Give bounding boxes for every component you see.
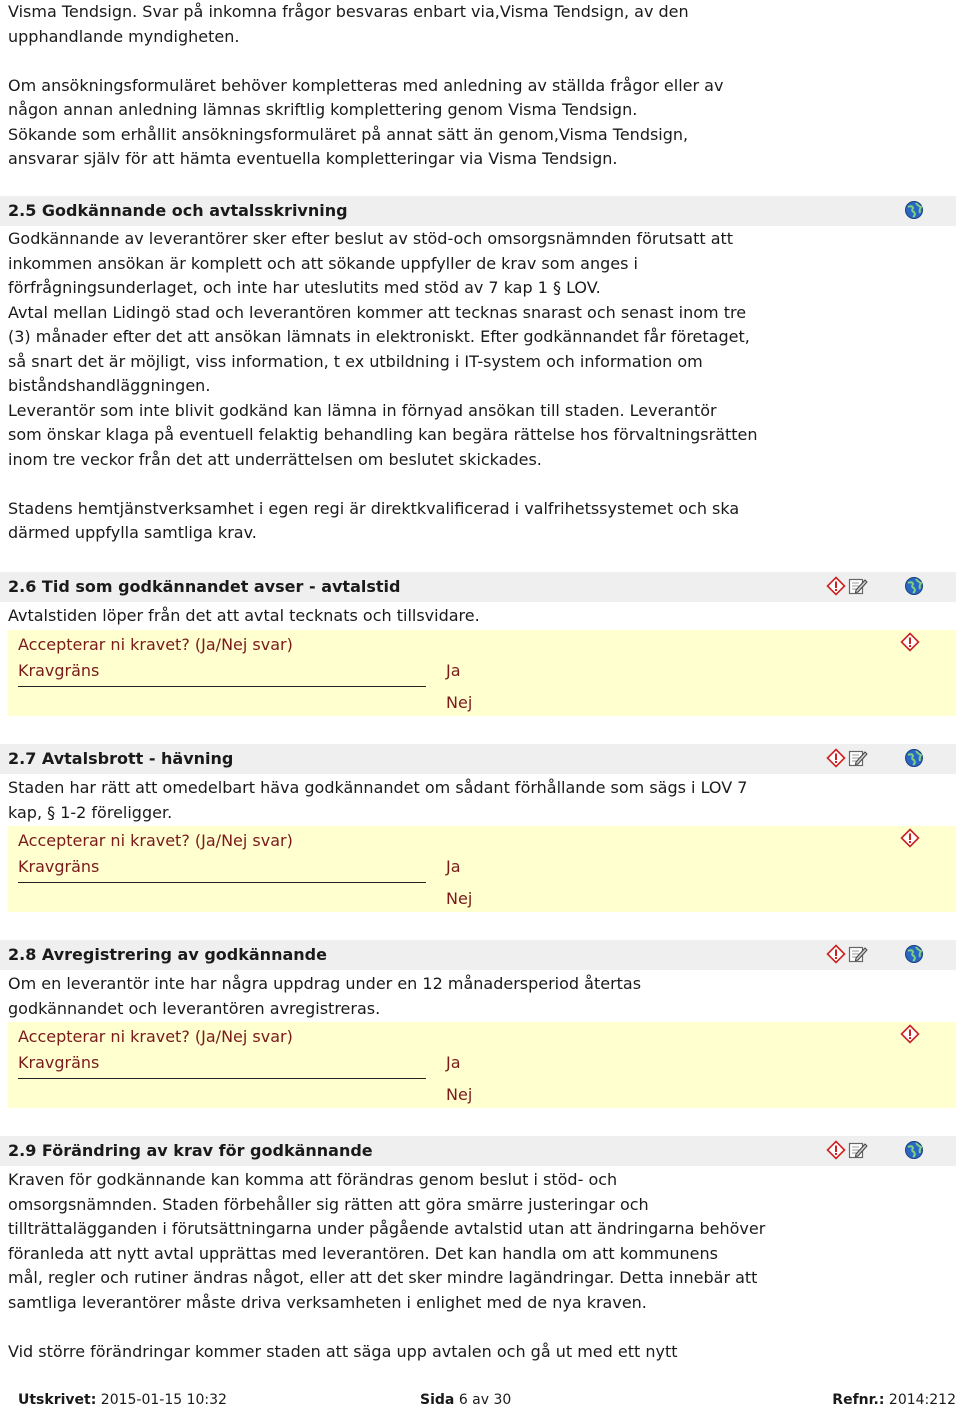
intro-line: Visma Tendsign. Svar på inkomna frågor besvaras enbart via,Visma Tendsign, av den (8, 2, 689, 21)
answer-yes[interactable]: Ja (446, 857, 461, 876)
warning-icon[interactable] (826, 748, 846, 768)
body-line: Staden har rätt att omedelbart häva godkännandet om sådant förhållande som sägs i LOV 7 (8, 778, 748, 797)
body-line: Kraven för godkännande kan komma att förändras genom beslut i stöd- och (8, 1170, 618, 1189)
body-line: biståndshandläggningen. (8, 376, 211, 395)
footer-printed-label: Utskrivet: (18, 1392, 97, 1408)
footer-ref (832, 1391, 956, 1409)
edit-icon[interactable] (848, 1140, 868, 1160)
body-line: kap, § 1-2 föreligger. (8, 802, 173, 822)
intro-line: någon annan anledning lämnas skriftlig komplettering genom Visma Tendsign. (8, 100, 638, 119)
section-header-2-9 (0, 1136, 956, 1166)
warning-icon[interactable] (900, 828, 920, 848)
intro-line: Sökande som erhållit ansökningsformuläret på annat sätt än genom,Visma Tendsign, (8, 124, 689, 144)
footer-page (420, 1391, 511, 1409)
requirement-box (8, 1022, 956, 1108)
section-title: 2.9 Förändring av krav för godkännande (8, 1141, 373, 1160)
requirement-line (18, 882, 426, 884)
body-line: föranleda att nytt avtal upprättas med leverantören. Det kan handla om att kommunens (8, 1243, 718, 1263)
section-body-2-9 (8, 1168, 948, 1364)
body-line: Avtalstiden löper från det att avtal tecknats och tillsvidare. (8, 606, 480, 625)
warning-icon[interactable] (826, 1140, 846, 1160)
warning-icon[interactable] (900, 1024, 920, 1044)
section-body-2-6 (8, 604, 948, 629)
section-body-2-7 (8, 776, 948, 825)
section-title: 2.5 Godkännande och avtalsskrivning (8, 201, 348, 220)
section-header-2-8 (0, 940, 956, 970)
body-line: inkommen ansökan är komplett och att sökande uppfyller de krav som anges i (8, 253, 638, 273)
requirement-label: Kravgräns (18, 1053, 100, 1072)
body-line: Avtal mellan Lidingö stad och leverantören kommer att tecknas snarast och senast inom tre (8, 302, 747, 322)
intro-line: ansvarar själv för att hämta eventuella kompletteringar via Visma Tendsign. (8, 149, 618, 168)
globe-icon[interactable] (904, 748, 924, 768)
requirement-line (18, 686, 426, 688)
requirement-line (18, 1078, 426, 1080)
answer-no[interactable]: Nej (446, 889, 473, 908)
footer-printed (18, 1391, 227, 1409)
requirement-box (8, 630, 956, 716)
footer-ref-value: 2014:212 (888, 1392, 956, 1408)
section-title: 2.6 Tid som godkännandet avser - avtalstid (8, 577, 401, 596)
answer-no[interactable]: Nej (446, 1085, 473, 1104)
requirement-question: Accepterar ni kravet? (Ja/Nej svar) (18, 1027, 293, 1046)
intro-text (8, 0, 948, 172)
warning-icon[interactable] (900, 632, 920, 652)
body-line: Stadens hemtjänstverksamhet i egen regi är direktkvalificerad i valfrihetssystemet och ska (8, 498, 740, 518)
body-line: tillträttalägganden i förutsättningarna under pågående avtalstid utan att ändringarna behöver (8, 1219, 766, 1238)
body-line: Vid större förändringar kommer staden att säga upp avtalen och gå ut med ett nytt (8, 1341, 678, 1361)
answer-no[interactable]: Nej (446, 693, 473, 712)
warning-icon[interactable] (826, 576, 846, 596)
requirement-label: Kravgräns (18, 661, 100, 680)
edit-icon[interactable] (848, 944, 868, 964)
body-line: mål, regler och rutiner ändras något, eller att det sker mindre lagändringar. Detta innebär att (8, 1268, 758, 1287)
body-line: som önskar klaga på eventuell felaktig behandling kan begära rättelse hos förvaltningsrätten (8, 425, 758, 444)
requirement-box (8, 826, 956, 912)
footer-page-label: Sida (420, 1392, 455, 1408)
body-line: inom tre veckor från det att underrättelsen om beslutet skickades. (8, 449, 542, 469)
body-line: omsorgsnämnden. Staden förbehåller sig rätten att göra smärre justeringar och (8, 1194, 649, 1214)
requirement-question: Accepterar ni kravet? (Ja/Nej svar) (18, 831, 293, 850)
section-title: 2.7 Avtalsbrott - hävning (8, 749, 234, 768)
globe-icon[interactable] (904, 576, 924, 596)
section-body-2-5 (8, 227, 948, 546)
body-line: Leverantör som inte blivit godkänd kan lämna in förnyad ansökan till staden. Leverantör (8, 400, 717, 420)
globe-icon[interactable] (904, 200, 924, 220)
body-line: därmed uppfylla samtliga krav. (8, 523, 257, 542)
section-header-2-6 (0, 572, 956, 602)
body-line: förfrågningsunderlaget, och inte har uteslutits med stöd av 7 kap 1 § LOV. (8, 278, 601, 297)
footer-page-value: 6 av 30 (458, 1392, 512, 1408)
globe-icon[interactable] (904, 944, 924, 964)
requirement-label: Kravgräns (18, 857, 100, 876)
intro-line: upphandlande myndigheten. (8, 26, 240, 46)
edit-icon[interactable] (848, 576, 868, 596)
section-header-2-5 (0, 196, 956, 226)
footer-ref-label: Refnr.: (832, 1392, 885, 1408)
body-line: så snart det är möjligt, viss information, t ex utbildning i IT-system och information om (8, 351, 703, 371)
intro-line: Om ansökningsformuläret behöver kompletteras med anledning av ställda frågor eller av (8, 75, 724, 95)
section-header-2-7 (0, 744, 956, 774)
answer-yes[interactable]: Ja (446, 661, 461, 680)
requirement-question: Accepterar ni kravet? (Ja/Nej svar) (18, 635, 293, 654)
section-body-2-8 (8, 972, 948, 1021)
edit-icon[interactable] (848, 748, 868, 768)
footer-printed-value: 2015-01-15 10:32 (100, 1392, 227, 1408)
section-title: 2.8 Avregistrering av godkännande (8, 945, 327, 964)
globe-icon[interactable] (904, 1140, 924, 1160)
answer-yes[interactable]: Ja (446, 1053, 461, 1072)
body-line: samtliga leverantörer måste driva verksamheten i enlighet med de nya kraven. (8, 1292, 647, 1312)
body-line: Godkännande av leverantörer sker efter beslut av stöd-och omsorgsnämnden förutsatt att (8, 229, 734, 248)
body-line: (3) månader efter det att ansökan lämnats in elektroniskt. Efter godkännandet får företaget, (8, 327, 750, 346)
body-line: Om en leverantör inte har några uppdrag under en 12 månadersperiod återtas (8, 974, 642, 993)
warning-icon[interactable] (826, 944, 846, 964)
body-line: godkännandet och leverantören avregistreras. (8, 998, 381, 1018)
